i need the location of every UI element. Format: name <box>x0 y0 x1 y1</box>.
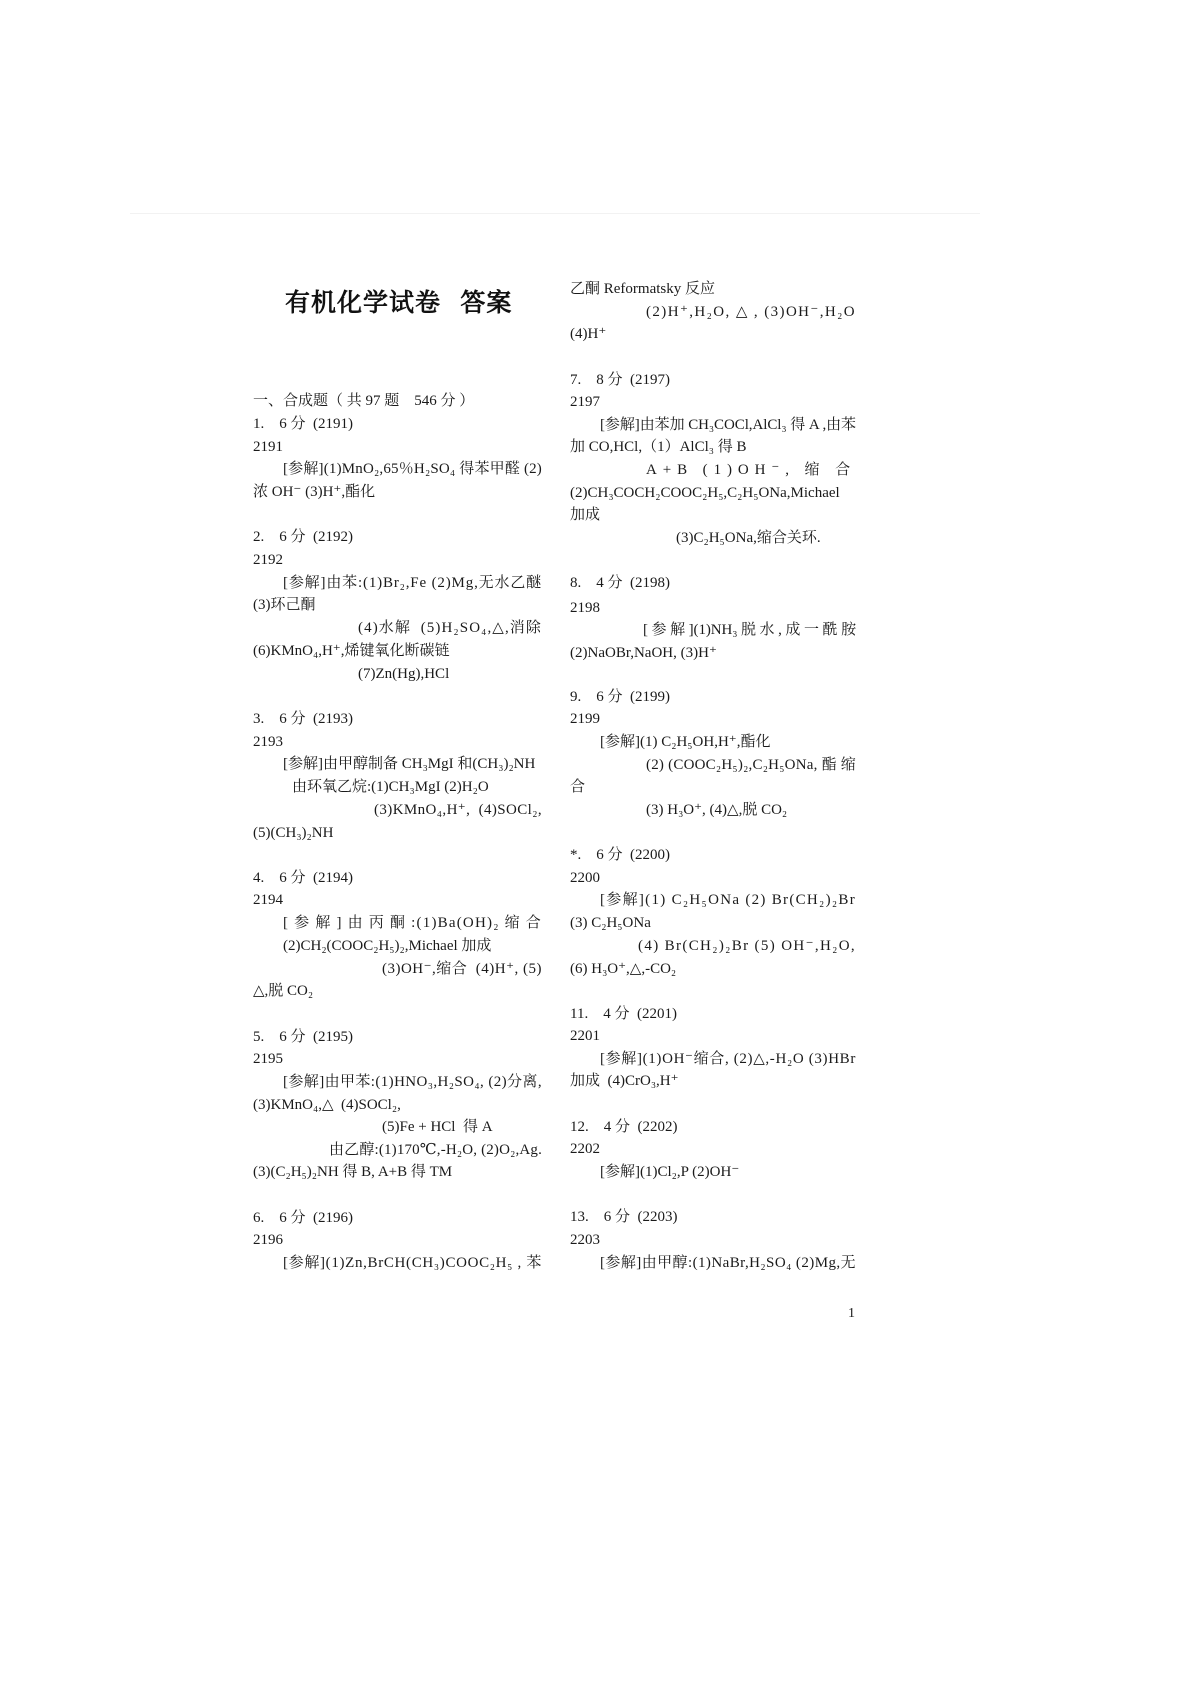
question-id: 2198 <box>570 600 600 616</box>
question-id: 2194 <box>253 892 283 908</box>
answer-line: (3)(C₂H₅)₂NH 得 B, A+B 得 TM <box>253 1164 453 1180</box>
answer-line: △,脱 CO₂ <box>253 983 314 999</box>
question-id: 2192 <box>253 552 283 568</box>
answer-line: 乙酮 Reformatsky 反应 <box>570 281 715 297</box>
answer-line: (7)Zn(Hg),HCl <box>358 666 450 682</box>
answer-line: (4)H⁺ <box>570 326 607 342</box>
answer-line: (3) H₃O⁺, (4)△,脱 CO₂ <box>646 802 788 818</box>
answer-line: (5)(CH₃)₂NH <box>253 825 334 841</box>
answer-line: (3)KMnO₄,H⁺, (4)SOCl₂, <box>374 802 542 818</box>
answer-line: (3)环己酮 <box>253 597 316 613</box>
question-header: 4. 6 分 (2194) <box>253 870 353 886</box>
answer-line: 加成 (4)CrO₃,H⁺ <box>570 1073 679 1089</box>
answer-line: 由环氧乙烷:(1)CH₃MgI (2)H₂O <box>292 779 489 795</box>
answer-line: (3) C₂H₅ONa <box>570 915 651 931</box>
answer-line: [参解]由甲醇:(1)NaBr,H₂SO₄ (2)Mg,无 <box>600 1255 856 1271</box>
answer-line: [参解]由苯加 CH₃COCl,AlCl₃ 得 A ,由苯 <box>600 417 856 433</box>
answer-line: [参解]由甲苯:(1)HNO₃,H₂SO₄, (2)分离, <box>283 1074 542 1090</box>
question-header: 2. 6 分 (2192) <box>253 529 353 545</box>
page-title: 有机化学试卷 答案 <box>285 288 513 317</box>
question-header: 5. 6 分 (2195) <box>253 1029 353 1045</box>
question-id: 2199 <box>570 711 600 727</box>
answer-line: (3)OH⁻,缩合 (4)H⁺, (5) <box>382 961 542 977</box>
question-id: 2200 <box>570 870 600 886</box>
question-id: 2195 <box>253 1051 283 1067</box>
answer-line: [参解](1)Cl₂,P (2)OH⁻ <box>600 1164 740 1180</box>
answer-line: (4)水解 (5)H₂SO₄,△,消除 <box>358 620 542 636</box>
answer-line: [ 参 解 ](1)NH₃ 脱 水 , 成 一 酰 胺 <box>643 622 856 638</box>
answer-line: [参解](1) C₂H₅OH,H⁺,酯化 <box>600 734 771 750</box>
question-header: 1. 6 分 (2191) <box>253 416 353 432</box>
question-id: 2202 <box>570 1141 600 1157</box>
question-header: *. 6 分 (2200) <box>570 847 670 863</box>
section-heading: 一、合成题（ 共 97 题 546 分 ） <box>253 393 475 409</box>
answer-line: [参解]由甲醇制备 CH₃MgI 和(CH₃)₂NH <box>283 756 536 772</box>
question-id: 2193 <box>253 734 283 750</box>
answer-line: (2)CH₃COCH₂COOC₂H₅,C₂H₅ONa,Michael <box>570 485 840 501</box>
answer-line: (2)NaOBr,NaOH, (3)H⁺ <box>570 645 717 661</box>
answer-line: (3)KMnO₄,△ (4)SOCl₂, <box>253 1097 401 1113</box>
question-id: 2191 <box>253 439 283 455</box>
answer-line: [参解](1)Zn,BrCH(CH₃)COOC₂H₅ , 苯 <box>283 1255 542 1271</box>
answer-line: (6) H₃O⁺,△,-CO₂ <box>570 961 677 977</box>
answer-line: 合 <box>570 779 586 795</box>
question-header: 6. 6 分 (2196) <box>253 1210 353 1226</box>
answer-line: [参解](1)OH⁻缩合, (2)△,-H₂O (3)HBr <box>600 1051 856 1067</box>
answer-line: (6)KMnO₄,H⁺,烯键氧化断碳链 <box>253 643 450 659</box>
page-edge-line <box>130 213 980 214</box>
answer-line: (2)CH₂(COOC₂H₅)₂,Michael 加成 <box>283 938 492 954</box>
answer-line: (5)Fe + HCl 得 A <box>382 1119 493 1135</box>
question-header: 3. 6 分 (2193) <box>253 711 353 727</box>
answer-line: (2)H⁺,H₂O, △ , (3)OH⁻,H₂O <box>646 304 856 320</box>
answer-line: [参解](1) C₂H₅ONa (2) Br(CH₂)₂Br <box>600 892 856 908</box>
question-header: 11. 4 分 (2201) <box>570 1006 677 1022</box>
answer-line: 浓 OH⁻ (3)H⁺,酯化 <box>253 484 376 500</box>
answer-line: (3)C₂H₅ONa,缩合关环. <box>676 530 821 546</box>
answer-line: [参解]由苯:(1)Br₂,Fe (2)Mg,无水乙醚 <box>283 575 542 591</box>
answer-line: A+B (1)OH⁻, 缩 合 <box>646 462 856 478</box>
question-id: 2197 <box>570 394 600 410</box>
answer-line: 加成 <box>570 507 601 523</box>
question-header: 13. 6 分 (2203) <box>570 1209 678 1225</box>
page-number: 1 <box>848 1306 855 1321</box>
question-header: 12. 4 分 (2202) <box>570 1119 678 1135</box>
question-id: 2196 <box>253 1232 283 1248</box>
question-id: 2203 <box>570 1232 600 1248</box>
answer-line: 由乙醇:(1)170℃,-H₂O, (2)O₂,Ag. <box>329 1142 542 1158</box>
question-header: 9. 6 分 (2199) <box>570 689 670 705</box>
answer-line: [参解](1)MnO₂,65％H₂SO₄ 得苯甲醛 (2) <box>283 461 542 477</box>
answer-line: 加 CO,HCl,（1）AlCl₃ 得 B <box>570 439 747 455</box>
answer-line: (2) (COOC₂H₅)₂,C₂H₅ONa, 酯 缩 <box>646 757 856 773</box>
question-header: 7. 8 分 (2197) <box>570 372 670 388</box>
answer-line: [ 参 解 ] 由 丙 酮 :(1)Ba(OH)₂ 缩 合 <box>283 915 542 931</box>
question-header: 8. 4 分 (2198) <box>570 575 670 591</box>
question-id: 2201 <box>570 1028 600 1044</box>
answer-line: (4) Br(CH₂)₂Br (5) OH⁻,H₂O, <box>638 938 856 954</box>
